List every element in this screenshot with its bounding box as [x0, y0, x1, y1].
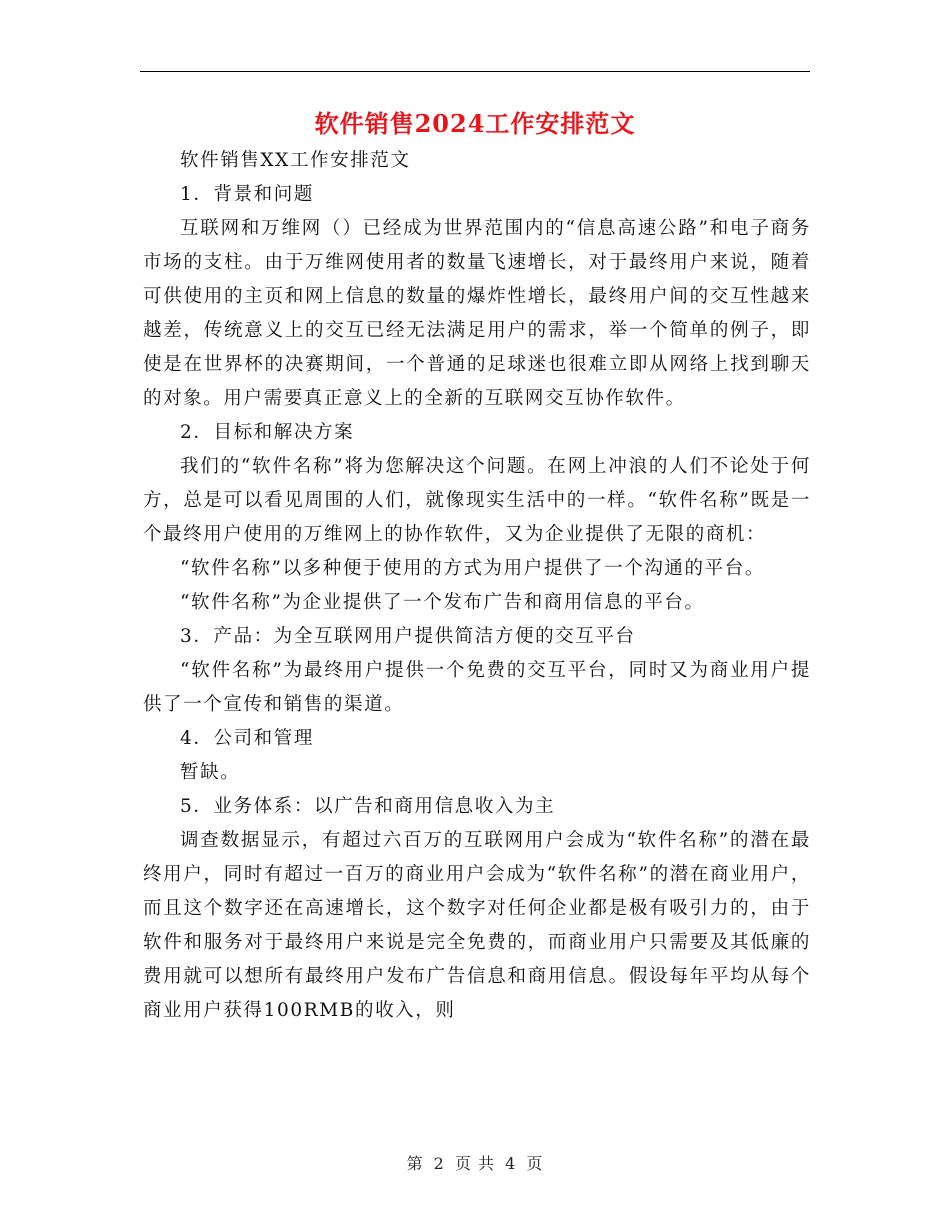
subtitle-paragraph: 软件销售XX工作安排范文 — [180, 150, 411, 171]
body-paragraph: “软件名称”为最终用户提供一个免费的交互平台，同时又为商业用户提供了一个宣传和销售的渠道。 — [143, 660, 811, 715]
section-heading-company: 4．公司和管理 — [180, 728, 314, 749]
body-paragraph: “软件名称”为企业提供了一个发布广告和商用信息的平台。 — [180, 592, 705, 613]
footer-page-number: 2 — [433, 1154, 445, 1173]
document-title: 软件销售2024工作安排范文 — [314, 109, 636, 138]
footer-prefix: 第 — [406, 1154, 424, 1173]
footer-total-pages: 4 — [505, 1154, 517, 1173]
section-heading-business: 5．业务体系：以广告和商用信息收入为主 — [180, 796, 556, 817]
body-paragraph: “软件名称”以多种便于使用的方式为用户提供了一个沟通的平台。 — [180, 558, 765, 579]
section-heading-background: 1．背景和问题 — [180, 184, 314, 205]
page-footer — [0, 1152, 950, 1176]
header-rule — [140, 71, 810, 72]
body-paragraph: 互联网和万维网（）已经成为世界范围内的“信息高速公路”和电子商务市场的支柱。由于万维网使用者的数量飞速增长，对于最终用户来说，随着可供使用的主页和网上信息的数量的爆炸性增长，最终用户间的交互性越来越差，传统意义上的交互已经无法满足用户的需求，举一个简单的例子，即使是在世界杯的决赛期间，一个普通的足球迷也很难立即从网络上找到聊天的对象。用户需要真正意义上的全新的互联网交互协作软件。 — [143, 218, 811, 409]
footer-middle: 页 共 — [454, 1154, 496, 1173]
document-body — [143, 144, 811, 1028]
body-paragraph: 调查数据显示，有超过六百万的互联网用户会成为“软件名称”的潜在最终用户，同时有超过一百万的商业用户会成为“软件名称”的潜在商业用户，而且这个数字还在高速增长，这个数字对任何企业都是极有吸引力的，由于软件和服务对于最终用户来说是完全免费的，而商业用户只需要及其低廉的费用就可以想所有最终用户发布广告信息和商用信息。假设每年平均从每个商业用户获得100RMB的收入，则 — [143, 830, 811, 1021]
body-paragraph: 暂缺。 — [180, 762, 241, 783]
body-paragraph: 我们的“软件名称”将为您解决这个问题。在网上冲浪的人们不论处于何方，总是可以看见周围的人们，就像现实生活中的一样。“软件名称”既是一个最终用户使用的万维网上的协作软件，又为企业提供了无限的商机： — [143, 456, 811, 545]
section-heading-goals: 2．目标和解决方案 — [180, 422, 355, 443]
footer-suffix: 页 — [526, 1154, 544, 1173]
section-heading-product: 3．产品：为全互联网用户提供简洁方便的交互平台 — [180, 626, 636, 647]
